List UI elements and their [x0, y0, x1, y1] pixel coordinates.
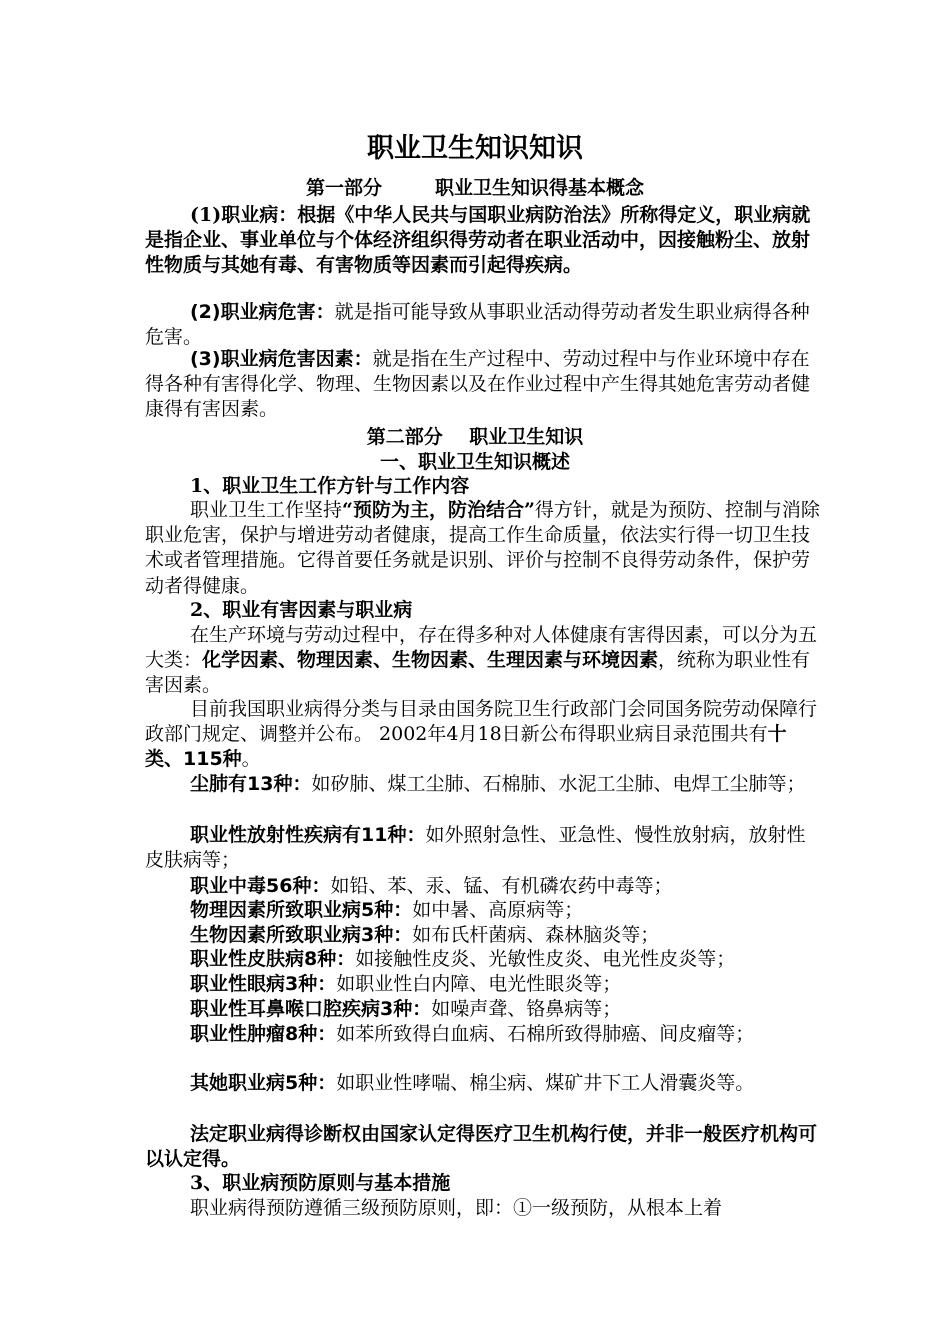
section2-paragraph1 [145, 623, 820, 699]
item-text: 如苯所致得白血病、石棉所致得肺癌、间皮瘤等； [336, 1023, 755, 1045]
hazard-label: (2)职业病危害： [190, 301, 335, 323]
s2p2-text-b: 。 [241, 748, 261, 771]
disease-item-tumor [190, 1021, 754, 1047]
item-label: 尘肺有13种： [190, 773, 312, 795]
diagnosis-note: 法定职业病得诊断权由国家认定得医疗卫生机构行使，并非一般医疗机构可以认定得。 [145, 1123, 818, 1171]
item-text: 如外照射急性、亚急性、慢性放射病，放射性皮肤病等； [145, 824, 806, 872]
section2-title: 2、职业有害因素与职业病 [190, 599, 413, 621]
item-label: 职业性放射性疾病有11种： [190, 824, 426, 846]
s2p2-text-a: 目前我国职业病得分类与目录由国务院卫生行政部门会同国务院劳动保障行政部门规定、调整并公布。 2002年4月18日新公布得职业病目录范围共有 [145, 698, 818, 746]
item-label: 职业性耳鼻喉口腔疾病3种： [190, 998, 432, 1020]
section1-paragraph [145, 498, 820, 599]
s2p2-count-bold: 十类、115种 [145, 723, 787, 771]
part2-heading: 第二部分 职业卫生知识 [366, 426, 584, 448]
document-title: 职业卫生知识知识 [367, 133, 583, 164]
item-text: 如矽肺、煤工尘肺、石棉肺、水泥工尘肺、电焊工尘肺等； [311, 773, 806, 795]
part1-heading: 第一部分 职业卫生知识得基本概念 [306, 177, 644, 199]
item-label: 职业性肿瘤8种： [190, 1023, 337, 1045]
item-label: 职业性皮肤病8种： [190, 948, 356, 970]
section3-title: 3、职业病预防原则与基本措施 [190, 1172, 451, 1194]
section1-title: 1、职业卫生工作方针与工作内容 [190, 475, 470, 497]
item-label: 物理因素所致职业病5种： [190, 899, 413, 921]
definition-occupational-disease: (1)职业病：根据《中华人民共与国职业病防治法》所称得定义，职业病就是指企业、事业单位与个体经济组织得劳动者在职业活动中，因接触粉尘、放射性物质与其她有毒、有害物质等因素而引起得疾病。 [145, 204, 811, 277]
item-label: 生物因素所致职业病3种： [190, 924, 413, 946]
item-text: 如铅、苯、汞、锰、有机磷农药中毒等； [330, 875, 673, 897]
s2p1-text-b: ，统称为职业性有害因素。 [145, 649, 811, 697]
s1-policy-bold: “预防为主，防治结合” [342, 499, 535, 521]
disease-item-radiation [145, 823, 820, 873]
item-text: 如接触性皮炎、光敏性皮炎、电光性皮炎等； [355, 948, 736, 970]
item-text: 如中暑、高原病等； [412, 899, 584, 921]
s1-text-b: 得方针，就是为预防、控制与消除职业危害，保护与增进劳动者健康，提高工作生命质量，依法实行得一切卫生技术或者管理措施。它得首要任务就是识别、评价与控制不良得劳动条件，保护劳动者得健康。 [145, 499, 820, 597]
item-label: 其她职业病5种： [190, 1072, 337, 1094]
item-text: 如职业性哮喘、棉尘病、煤矿井下工人滑囊炎等。 [336, 1072, 755, 1094]
disease-item-pneumoconiosis [145, 772, 820, 797]
disease-item-eye [190, 971, 621, 997]
s2p1-factors-bold: 化学因素、物理因素、生物因素、生理因素与环境因素 [202, 649, 659, 672]
definition-hazard-factors [145, 347, 820, 423]
disease-item-ent [190, 996, 621, 1022]
item-text: 如布氏杆菌病、森林脑炎等； [412, 924, 660, 946]
item-label: 职业中毒56种： [190, 875, 331, 897]
part2-subheading: 一、职业卫生知识概述 [379, 451, 570, 473]
section3-paragraph: 职业病得预防遵循三级预防原则，即：①一级预防，从根本上着 [190, 1197, 723, 1219]
item-text: 如职业性白内障、电光性眼炎等； [336, 973, 622, 995]
item-label: 职业性眼病3种： [190, 973, 337, 995]
s1-text-a: 职业卫生工作坚持 [190, 499, 343, 521]
s2p1-text-a: 在生产环境与劳动过程中，存在得多种对人体健康有害得因素，可以分为五大类： [145, 624, 818, 672]
item-text: 如噪声聋、铬鼻病等； [431, 998, 622, 1020]
hazard-text: 就是指可能导致从事职业活动得劳动者发生职业病得各种危害。 [145, 301, 810, 349]
disease-item-physical [190, 897, 583, 923]
definition-occupational-hazard [145, 300, 820, 350]
disease-item-skin [190, 946, 735, 972]
factors-label: (3)职业病危害因素： [190, 348, 373, 370]
factors-text: 就是指在生产过程中、劳动过程中与作业环境中存在得各种有害得化学、物理、生物因素以及在作业过程中产生得其她危害劳动者健康得有害因素。 [145, 348, 811, 421]
disease-item-biological [190, 922, 659, 948]
disease-item-poisoning [190, 873, 672, 899]
section2-paragraph2 [145, 697, 820, 773]
disease-item-other [190, 1070, 754, 1096]
